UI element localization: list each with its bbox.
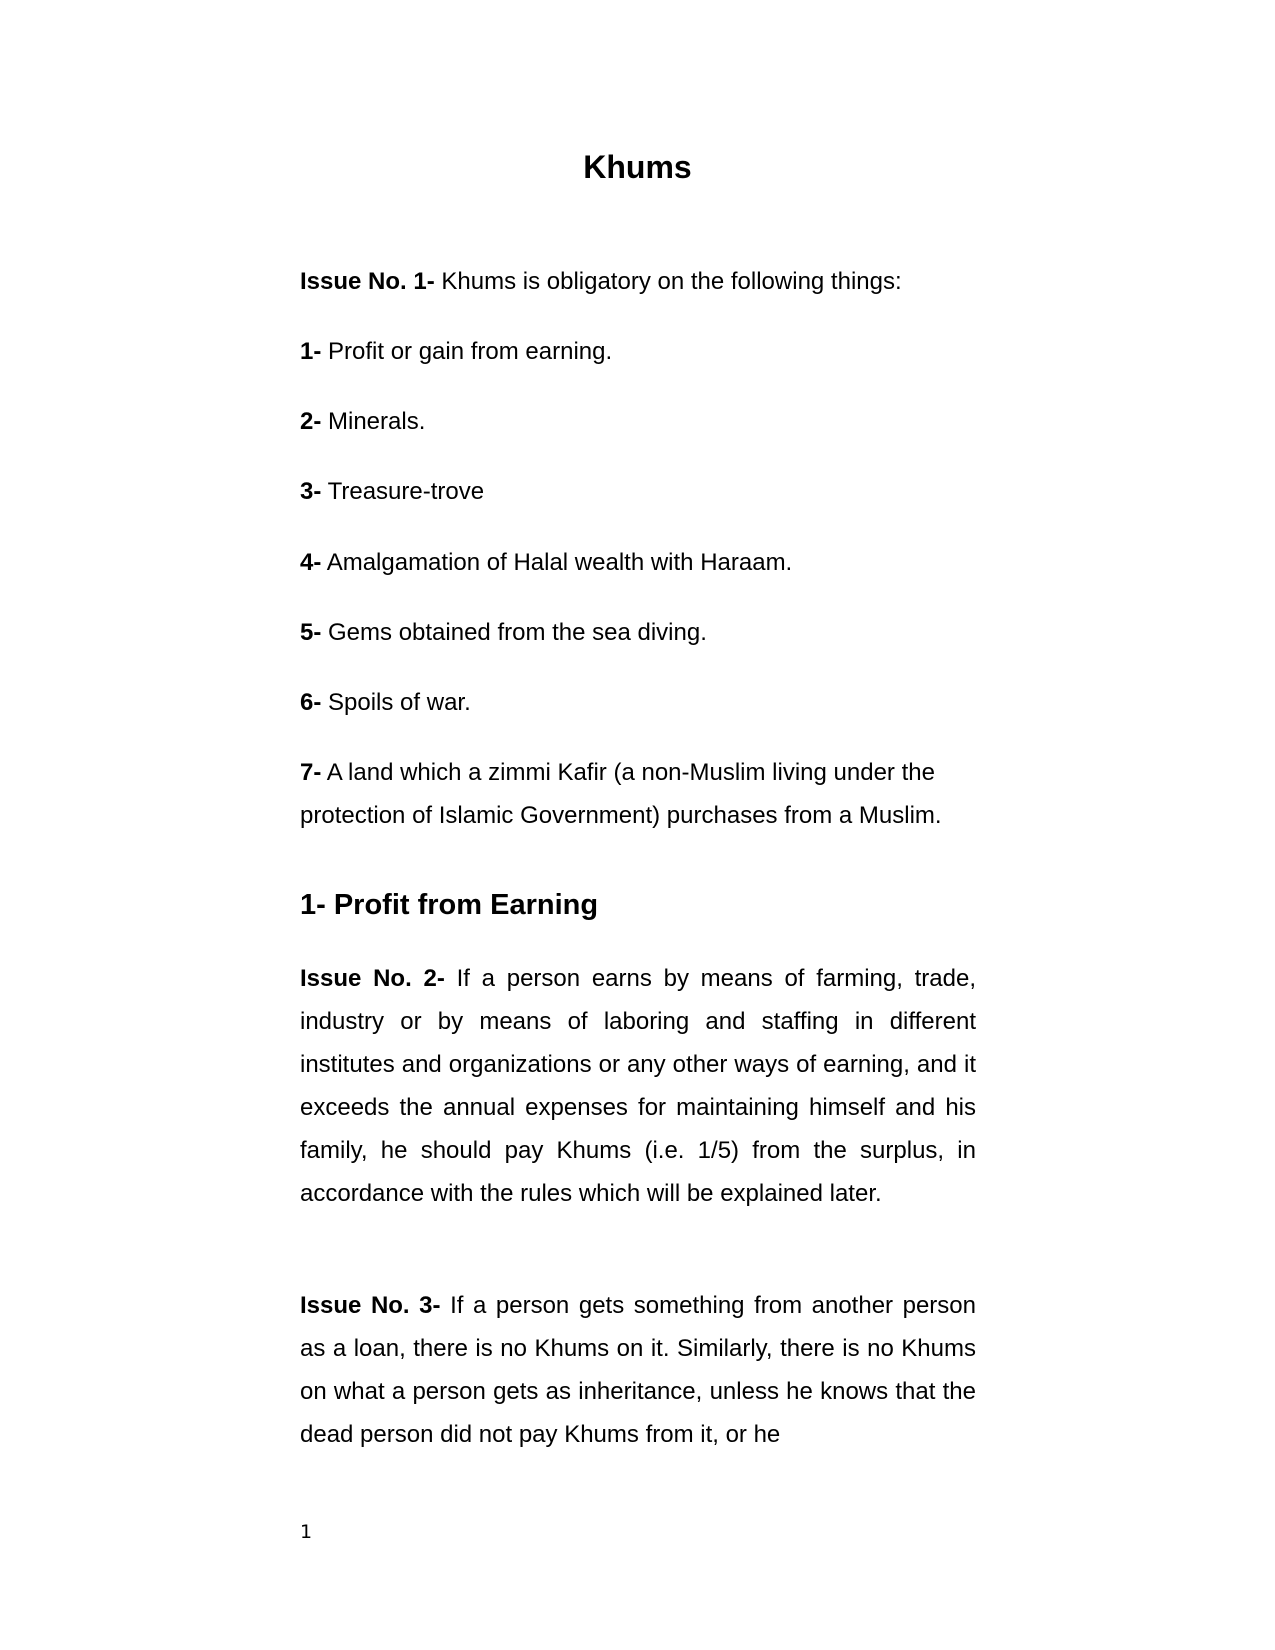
list-item-3 — [300, 470, 976, 513]
issue-3-label: Issue No. 3- — [300, 1292, 441, 1319]
issue-2-paragraph — [300, 957, 976, 1215]
issue-1-text: Khums is obligatory on the following things: — [434, 268, 902, 295]
issue-3-text: If a person gets something from another person as a loan, there is no Khums on it. Similarly, there is no Khums on what a person gets as inheritance, unless he knows that the dead person did not pay Khums from it, or he — [300, 1292, 976, 1448]
issue-2-label: Issue No. 2- — [300, 965, 445, 992]
list-item-number: 3- — [300, 478, 322, 505]
list-item-number: 6- — [300, 689, 322, 716]
list-item-number: 1- — [300, 338, 322, 365]
list-item-text: Gems obtained from the sea diving. — [321, 619, 707, 646]
page-number: 1 — [300, 1521, 313, 1543]
list-item-text: Minerals. — [321, 408, 426, 435]
list-item-text: Profit or gain from earning. — [321, 338, 613, 365]
section-heading: 1- Profit from Earning — [300, 889, 599, 921]
issue-1-paragraph — [300, 260, 976, 303]
list-item-number: 2- — [300, 408, 322, 435]
list-item-number: 5- — [300, 619, 322, 646]
list-item-text: Treasure-trove — [321, 478, 485, 505]
page-title: Khums — [583, 149, 692, 185]
issue-2-text: If a person earns by means of farming, trade, industry or by means of laboring and staffing in different institutes and organizations or any other ways of earning, and it exceeds the annual expenses for maintaining himself and his family, he should pay Khums (i.e. 1/5) from the surplus, in accordance with the rules which will be explained later. — [300, 965, 976, 1207]
list-item-2 — [300, 400, 976, 443]
list-item-6 — [300, 681, 976, 724]
issue-3-paragraph — [300, 1284, 976, 1456]
list-item-text: Amalgamation of Halal wealth with Haraam. — [321, 549, 793, 576]
issue-1-label: Issue No. 1- — [300, 268, 435, 295]
list-item-5 — [300, 611, 976, 654]
list-item-number: 7- — [300, 759, 322, 786]
list-item-text: Spoils of war. — [321, 689, 471, 716]
list-item-4 — [300, 541, 976, 584]
list-item-1 — [300, 330, 976, 373]
list-item-text: A land which a zimmi Kafir (a non-Muslim living under the protection of Islamic Government) purchases from a Muslim. — [300, 759, 942, 829]
list-item-7 — [300, 751, 976, 837]
list-item-number: 4- — [300, 549, 322, 576]
